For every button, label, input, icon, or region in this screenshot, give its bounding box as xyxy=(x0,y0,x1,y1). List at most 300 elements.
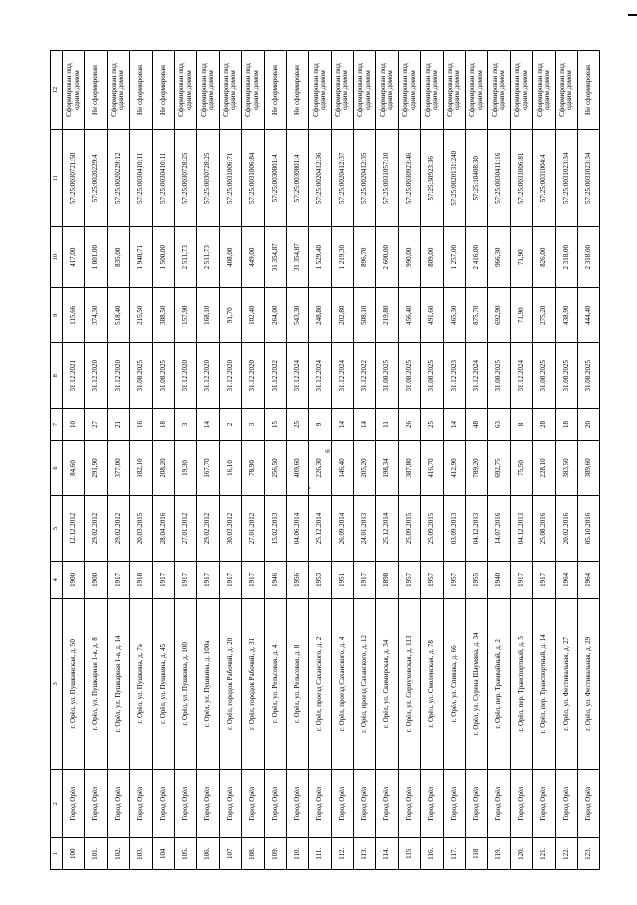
cell-total-area: 275,20 xyxy=(533,288,555,343)
cell-date: 25.12.2014 xyxy=(376,496,398,562)
cell-residents: 8 xyxy=(510,409,532,441)
cell-area: 291,90 xyxy=(85,440,107,495)
cell-address: г. Орёл, ул. Рельсовая, д. 4 xyxy=(264,598,286,769)
cell-year-built: 1953 xyxy=(309,561,331,598)
cell-area: 409,60 xyxy=(286,440,308,495)
cell-total-area: 168,10 xyxy=(197,288,219,343)
cell-residents: 16 xyxy=(130,409,152,441)
cell-residents: 26 xyxy=(398,409,420,441)
cell-municipality: Город Орёл xyxy=(555,769,577,837)
cell-total-area: 219,80 xyxy=(376,288,398,343)
cell-cadastral-number: 57:25:0031023:34 xyxy=(577,130,599,227)
cell-area: 256,50 xyxy=(264,440,286,495)
cell-residents: 14 xyxy=(443,409,465,441)
cell-row-number: 112. xyxy=(331,838,353,870)
cell-row-number: 114. xyxy=(376,838,398,870)
cell-area: 383,50 xyxy=(555,440,577,495)
cell-total-area: 248,80 xyxy=(309,288,331,343)
cell-residents: 14 xyxy=(331,409,353,441)
header-cell-row-number: 1 xyxy=(51,838,63,870)
cell-deadline-date: 31.12.2022 xyxy=(264,343,286,409)
cell-row-number: 121. xyxy=(533,838,555,870)
table-row xyxy=(85,51,107,870)
cell-land-area: 2 511,73 xyxy=(174,227,196,288)
cell-row-number: 117. xyxy=(443,838,465,870)
cell-deadline-date: 31.08.2025 xyxy=(398,343,420,409)
cell-total-area: 215,50 xyxy=(130,288,152,343)
cell-address: г. Орёл, ул. Пушкина, д. 7а xyxy=(130,598,152,769)
cell-land-status: Сформирован под одним домом xyxy=(376,51,398,130)
cell-municipality: Город Орёл xyxy=(443,769,465,837)
cell-year-built: 1956 xyxy=(286,561,308,598)
cell-cadastral-number: 57:25:0031006:71 xyxy=(219,130,241,227)
cell-residents: 3 xyxy=(174,409,196,441)
cell-area: 208,20 xyxy=(152,440,174,495)
cell-address: г. Орёл, ул. Серпуховская, д. 113 xyxy=(398,598,420,769)
cell-land-status: Не сформирован xyxy=(577,51,599,130)
cell-deadline-date: 31.12.2024 xyxy=(331,343,353,409)
rotated-table-container xyxy=(50,50,595,870)
cell-land-status: Сформирован под одним домом xyxy=(174,51,196,130)
cell-year-built: 1900 xyxy=(85,561,107,598)
cell-land-area: 809,00 xyxy=(421,227,443,288)
cell-area: 377,00 xyxy=(107,440,129,495)
cell-land-area: 1 219,30 xyxy=(331,227,353,288)
cell-land-area: 31 354,87 xyxy=(264,227,286,288)
cell-municipality: Город Орёл xyxy=(398,769,420,837)
cell-address: г. Орёл, ул. Рельсовая, д. 8 xyxy=(286,598,308,769)
cell-area: 387,80 xyxy=(398,440,420,495)
cell-land-status: Не сформирован xyxy=(286,51,308,130)
header-cell-address: 3 xyxy=(51,598,63,769)
cell-residents: 10 xyxy=(63,409,85,441)
table-row xyxy=(197,51,219,870)
cell-year-built: 1898 xyxy=(376,561,398,598)
cell-land-status: Сформирован под одним домом xyxy=(242,51,264,130)
cell-total-area: 388,50 xyxy=(152,288,174,343)
cell-date: 29.02.2012 xyxy=(107,496,129,562)
cell-address: г. Орёл, ул. Скимирская, д. 34 xyxy=(376,598,398,769)
cell-address: г. Орёл, ул. Смоленская, д. 78 xyxy=(421,598,443,769)
cell-address: г. Орёл, городок Рабочий, д. 31 xyxy=(242,598,264,769)
cell-municipality: Город Орёл xyxy=(421,769,443,837)
cell-cadastral-number: 57:25:0031006:81 xyxy=(510,130,532,227)
cell-year-built: 1946 xyxy=(264,561,286,598)
cell-address: г. Орёл, ул. Пушкарная 1-я, д. 8 xyxy=(85,598,107,769)
cell-land-area: 896,70 xyxy=(354,227,376,288)
header-cell-municipality: 2 xyxy=(51,769,63,837)
cell-total-area: 491,60 xyxy=(421,288,443,343)
cell-land-status: Сформирован под одним домом xyxy=(488,51,510,130)
cell-total-area: 465,30 xyxy=(443,288,465,343)
cell-cadastral-number: 57:25:0030410:11 xyxy=(152,130,174,227)
cell-address: г. Орёл, пер. Транспортный, д. 5 xyxy=(510,598,532,769)
cell-year-built: 1955 xyxy=(466,561,488,598)
cell-residents: 18 xyxy=(555,409,577,441)
table-row xyxy=(286,51,308,870)
cell-land-status: Сформирован под одним домом xyxy=(63,51,85,130)
cell-municipality: Город Орёл xyxy=(85,769,107,837)
cell-residents: 18 xyxy=(152,409,174,441)
cell-land-status: Сформирован под одним домом xyxy=(421,51,443,130)
cell-deadline-date: 31.08.2025 xyxy=(533,343,555,409)
cell-land-status: Сформирован под одним домом xyxy=(466,51,488,130)
cell-land-status: Сформирован под одним домом xyxy=(443,51,465,130)
cell-address: г. Орёл, проезд Саханского, д. 4 xyxy=(331,598,353,769)
cell-cadastral-number: 57:25:0020412:35 xyxy=(354,130,376,227)
cell-deadline-date: 31.08.2025 xyxy=(488,343,510,409)
cell-deadline-date: 31.12.2024 xyxy=(466,343,488,409)
cell-land-area: 2 416,00 xyxy=(466,227,488,288)
cell-address: г. Орёл, городок Рабочий, д. 20 xyxy=(219,598,241,769)
cell-date: 25.08.2016 xyxy=(533,496,555,562)
cell-year-built: 1917 xyxy=(152,561,174,598)
cell-year-built: 1957 xyxy=(421,561,443,598)
table-row xyxy=(63,51,85,870)
cell-total-area: 456,40 xyxy=(398,288,420,343)
cell-residents: 63 xyxy=(488,409,510,441)
cell-address: г. Орёл, пер. Транспортный, д. 14 xyxy=(533,598,555,769)
cell-cadastral-number: 57:25:0030728:25 xyxy=(174,130,196,227)
cell-row-number: 116. xyxy=(421,838,443,870)
cell-date: 28.04.2016 xyxy=(152,496,174,562)
cell-year-built: 1957 xyxy=(398,561,420,598)
cell-area: 84,60 xyxy=(63,440,85,495)
cell-residents: 3 xyxy=(242,409,264,441)
cell-deadline-date: 31.12.2022 xyxy=(354,343,376,409)
cell-cadastral-number: 57:25:0030801:4 xyxy=(264,130,286,227)
cell-year-built: 1964 xyxy=(555,561,577,598)
table-row xyxy=(242,51,264,870)
cell-row-number: 122. xyxy=(555,838,577,870)
cell-date: 20.03.2015 xyxy=(130,496,152,562)
cell-cadastral-number: 57:25:0020229:4 xyxy=(85,130,107,227)
cell-area: 198,34 xyxy=(376,440,398,495)
cell-municipality: Город Орёл xyxy=(264,769,286,837)
cell-area: 182,10 xyxy=(130,440,152,495)
cell-cadastral-number: 57:25:0030923:46 xyxy=(398,130,420,227)
cell-deadline-date: 31.12.2020 xyxy=(219,343,241,409)
cell-row-number: 120. xyxy=(510,838,532,870)
cell-deadline-date: 31.12.2024 xyxy=(286,343,308,409)
cell-address: г. Орёл, ул. Сурена Шаумяна, д. 34 xyxy=(466,598,488,769)
cell-row-number: 115 xyxy=(398,838,420,870)
cell-municipality: Город Орёл xyxy=(174,769,196,837)
cell-municipality: Город Орёл xyxy=(488,769,510,837)
cell-year-built: 1964 xyxy=(577,561,599,598)
cell-cadastral-number: 57:25:30923:36 xyxy=(421,130,443,227)
cell-deadline-date: 31.12.2024 xyxy=(309,343,331,409)
table-row xyxy=(376,51,398,870)
cell-total-area: 71,90 xyxy=(510,288,532,343)
table-row xyxy=(331,51,353,870)
cell-land-status: Сформирован под одним домом xyxy=(398,51,420,130)
cell-deadline-date: 31.12.2020 xyxy=(85,343,107,409)
cell-date: 03.09.2013 xyxy=(443,496,465,562)
cell-date: 04.12.2013 xyxy=(510,496,532,562)
cell-residents: 21 xyxy=(107,409,129,441)
cell-residents: 20 xyxy=(577,409,599,441)
cell-date: 25.09.2015 xyxy=(398,496,420,562)
cell-land-area: 71,90 xyxy=(510,227,532,288)
cell-total-area: 115,66 xyxy=(63,288,85,343)
cell-land-area: 1 257,00 xyxy=(443,227,465,288)
cell-land-status: Сформирован под одним домом xyxy=(309,51,331,130)
cell-total-area: 518,40 xyxy=(107,288,129,343)
cell-land-area: 2 318,00 xyxy=(555,227,577,288)
cell-land-area: 417,00 xyxy=(63,227,85,288)
cell-year-built: 1917 xyxy=(354,561,376,598)
cell-year-built: 1917 xyxy=(174,561,196,598)
cell-land-area: 1 801,00 xyxy=(85,227,107,288)
header-cell-land-area: 10 xyxy=(51,227,63,288)
cell-area: 75,50 xyxy=(510,440,532,495)
cell-area: 167,70 xyxy=(197,440,219,495)
cell-year-built: 1957 xyxy=(443,561,465,598)
cell-municipality: Город Орёл xyxy=(219,769,241,837)
cell-total-area: 202,80 xyxy=(331,288,353,343)
cell-municipality: Город Орёл xyxy=(152,769,174,837)
cell-address: г. Орёл, ул. Фестивальная, д. 29 xyxy=(577,598,599,769)
table-row xyxy=(219,51,241,870)
cell-municipality: Город Орёл xyxy=(286,769,308,837)
cell-land-area: 835,00 xyxy=(107,227,129,288)
cell-deadline-date: 31.08.2025 xyxy=(376,343,398,409)
cell-row-number: 100 xyxy=(63,838,85,870)
cell-year-built: 1917 xyxy=(197,561,219,598)
cell-address: г. Орёл, ул. Спивака, д. 66 xyxy=(443,598,465,769)
cell-address: г. Орёл, ул. Фестивальная, д. 27 xyxy=(555,598,577,769)
cell-address: г. Орёл, ул. Пушкинская, д. 50 xyxy=(63,598,85,769)
cell-deadline-date: 31.08.2025 xyxy=(577,343,599,409)
table-row xyxy=(488,51,510,870)
cell-residents: 2 xyxy=(219,409,241,441)
cell-area: 16,10 xyxy=(219,440,241,495)
cell-address: г. Орёл, ул. Пушкина, д. 100 xyxy=(174,598,196,769)
cell-land-status: Сформирован под одним домом xyxy=(107,51,129,130)
cell-date: 25.09.2015 xyxy=(421,496,443,562)
cell-date: 27.01.2012 xyxy=(174,496,196,562)
cell-land-status: Не сформирован xyxy=(152,51,174,130)
cell-cadastral-number: 57:25:0020412:37 xyxy=(331,130,353,227)
cell-deadline-date: 31.12.2020 xyxy=(197,343,219,409)
cell-row-number: 109. xyxy=(264,838,286,870)
cell-residents: 11 xyxy=(376,409,398,441)
cell-land-status: Сформирован под одним домом xyxy=(197,51,219,130)
header-cell-cadastral-number: 11 xyxy=(51,130,63,227)
table-row xyxy=(421,51,443,870)
cell-cadastral-number: 57:25:10408:30 xyxy=(466,130,488,227)
cell-row-number: 107 xyxy=(219,838,241,870)
cell-row-number: 123. xyxy=(577,838,599,870)
header-cell-area: 6 xyxy=(51,440,63,495)
cell-land-status: Сформирован под одним домом xyxy=(219,51,241,130)
header-cell-residents: 7 xyxy=(51,409,63,441)
cell-deadline-date: 31.12.2021 xyxy=(63,343,85,409)
cell-area: 146,40 xyxy=(331,440,353,495)
cell-deadline-date: 31.12.2024 xyxy=(510,343,532,409)
cell-year-built: 1917 xyxy=(533,561,555,598)
cell-row-number: 108. xyxy=(242,838,264,870)
cell-residents: 9 xyxy=(309,409,331,441)
cell-row-number: 103. xyxy=(130,838,152,870)
cell-date: 30.03.2012 xyxy=(219,496,241,562)
cell-address: г. Орёл, проезд Саханского, д. 12 xyxy=(354,598,376,769)
cell-land-area: 31 354,87 xyxy=(286,227,308,288)
cell-area: 789,20 xyxy=(466,440,488,495)
cell-land-area: 449,00 xyxy=(242,227,264,288)
cell-residents: 28 xyxy=(533,409,555,441)
table-row xyxy=(264,51,286,870)
cell-date: 12.12.2012 xyxy=(63,496,85,562)
cell-total-area: 875,70 xyxy=(466,288,488,343)
cell-date: 20.02.2016 xyxy=(555,496,577,562)
cell-residents: 25 xyxy=(421,409,443,441)
cell-year-built: 1917 xyxy=(219,561,241,598)
cell-cadastral-number: 57:25:0031057:10 xyxy=(376,130,398,227)
cell-cadastral-number: 57:25:0030410:11 xyxy=(130,130,152,227)
cell-deadline-date: 31.08.2025 xyxy=(152,343,174,409)
cell-deadline-date: 31.12.2020 xyxy=(242,343,264,409)
cell-municipality: Город Орёл xyxy=(130,769,152,837)
cell-cadastral-number: 57:25:0020412:36 xyxy=(309,130,331,227)
cell-cadastral-number: 57:25:0030728:25 xyxy=(197,130,219,227)
cell-address: г. Орёл, пер. Трамвайный, д. 2 xyxy=(488,598,510,769)
cell-residents: 14 xyxy=(197,409,219,441)
cell-cadastral-number: 57:25:0020229:12 xyxy=(107,130,129,227)
table-row xyxy=(354,51,376,870)
table-row xyxy=(466,51,488,870)
header-cell-deadline-date: 8 xyxy=(51,343,63,409)
cell-cadastral-number: 57:25:0030801:4 xyxy=(286,130,308,227)
table-row xyxy=(398,51,420,870)
cell-row-number: 110. xyxy=(286,838,308,870)
cell-residents: 48 xyxy=(466,409,488,441)
cell-land-area: 2 511,73 xyxy=(197,227,219,288)
cell-residents: 27 xyxy=(85,409,107,441)
cell-cadastral-number: 57:25:0020131:240 xyxy=(443,130,465,227)
cell-municipality: Город Орёл xyxy=(354,769,376,837)
cell-row-number: 106. xyxy=(197,838,219,870)
cell-land-area: 990,00 xyxy=(398,227,420,288)
cell-land-status: Сформирован под одним домом xyxy=(533,51,555,130)
cell-total-area: 264,00 xyxy=(264,288,286,343)
cell-date: 14.07.2016 xyxy=(488,496,510,562)
cell-area: 389,60 xyxy=(577,440,599,495)
cell-municipality: Город Орёл xyxy=(63,769,85,837)
cell-land-area: 966,30 xyxy=(488,227,510,288)
cell-cadastral-number: 57:25:0030411:16 xyxy=(488,130,510,227)
cell-deadline-date: 31.12.2020 xyxy=(174,343,196,409)
cell-deadline-date: 31.08.2025 xyxy=(555,343,577,409)
cell-total-area: 157,90 xyxy=(174,288,196,343)
cell-area: 412,90 xyxy=(443,440,465,495)
cell-row-number: 119. xyxy=(488,838,510,870)
cell-area: 205,20 xyxy=(354,440,376,495)
cell-total-area: 91,70 xyxy=(219,288,241,343)
cell-municipality: Город Орёл xyxy=(309,769,331,837)
cell-land-area: 1 948,71 xyxy=(130,227,152,288)
housing-register-table xyxy=(50,50,600,870)
table-row xyxy=(577,51,599,870)
cell-municipality: Город Орёл xyxy=(242,769,264,837)
cell-total-area: 692,90 xyxy=(488,288,510,343)
table-row xyxy=(130,51,152,870)
cell-deadline-date: 31.12.2023 xyxy=(443,343,465,409)
table-row xyxy=(107,51,129,870)
cell-municipality: Город Орёл xyxy=(376,769,398,837)
scan-mark xyxy=(628,14,637,16)
cell-date: 24.01.2013 xyxy=(354,496,376,562)
cell-date: 05.10.2016 xyxy=(577,496,599,562)
table-header-row xyxy=(51,51,63,870)
cell-year-built: 1940 xyxy=(488,561,510,598)
cell-total-area: 102,40 xyxy=(242,288,264,343)
cell-total-area: 543,30 xyxy=(286,288,308,343)
cell-row-number: 104 xyxy=(152,838,174,870)
cell-area: 692,75 xyxy=(488,440,510,495)
table-row xyxy=(555,51,577,870)
cell-date: 04.12.2013 xyxy=(466,496,488,562)
header-cell-land-status: 12 xyxy=(51,51,63,130)
cell-year-built: 1917 xyxy=(107,561,129,598)
header-cell-date: 5 xyxy=(51,496,63,562)
header-cell-year-built: 4 xyxy=(51,561,63,598)
cell-municipality: Город Орёл xyxy=(197,769,219,837)
cell-total-area: 438,90 xyxy=(555,288,577,343)
cell-date: 26.09.2014 xyxy=(331,496,353,562)
cell-year-built: 1918 xyxy=(130,561,152,598)
cell-land-area: 2 318,00 xyxy=(577,227,599,288)
cell-area: 19,30 xyxy=(174,440,196,495)
cell-cadastral-number: 57:25:0031004:4 xyxy=(533,130,555,227)
cell-deadline-date: 31.12.2020 xyxy=(107,343,129,409)
cell-total-area: 444,40 xyxy=(577,288,599,343)
cell-area: 228,10 xyxy=(533,440,555,495)
cell-area: 226,30 xyxy=(309,440,331,495)
cell-residents: 14 xyxy=(354,409,376,441)
cell-residents: 25 xyxy=(286,409,308,441)
cell-land-area: 408,00 xyxy=(219,227,241,288)
table-row xyxy=(309,51,331,870)
cell-row-number: 118 xyxy=(466,838,488,870)
cell-land-status: Не сформирован xyxy=(130,51,152,130)
cell-cadastral-number: 57:25:0030721:50 xyxy=(63,130,85,227)
cell-residents: 15 xyxy=(264,409,286,441)
cell-year-built: 1917 xyxy=(242,561,264,598)
cell-deadline-date: 31.08.2025 xyxy=(130,343,152,409)
cell-land-status: Не сформирован xyxy=(85,51,107,130)
cell-address: г. Орёл, ул. Пушкина, д. 100а xyxy=(197,598,219,769)
cell-cadastral-number: 57:25:0031023:34 xyxy=(555,130,577,227)
cell-year-built: 1951 xyxy=(331,561,353,598)
cell-area: 416,70 xyxy=(421,440,443,495)
cell-year-built: 1917 xyxy=(510,561,532,598)
cell-date: 04.06.2014 xyxy=(286,496,308,562)
cell-land-status: Сформирован под одним домом xyxy=(510,51,532,130)
cell-row-number: 105. xyxy=(174,838,196,870)
cell-land-status: Сформирован под одним домом xyxy=(354,51,376,130)
table-row xyxy=(152,51,174,870)
page-number: 6 xyxy=(323,449,332,453)
table-row xyxy=(533,51,555,870)
cell-address: г. Орёл, проезд Саханского, д. 2 xyxy=(309,598,331,769)
cell-municipality: Город Орёл xyxy=(331,769,353,837)
cell-date: 27.01.2012 xyxy=(242,496,264,562)
cell-date: 29.02.2012 xyxy=(85,496,107,562)
cell-land-status: Сформирован под одним домом xyxy=(555,51,577,130)
cell-row-number: 101. xyxy=(85,838,107,870)
